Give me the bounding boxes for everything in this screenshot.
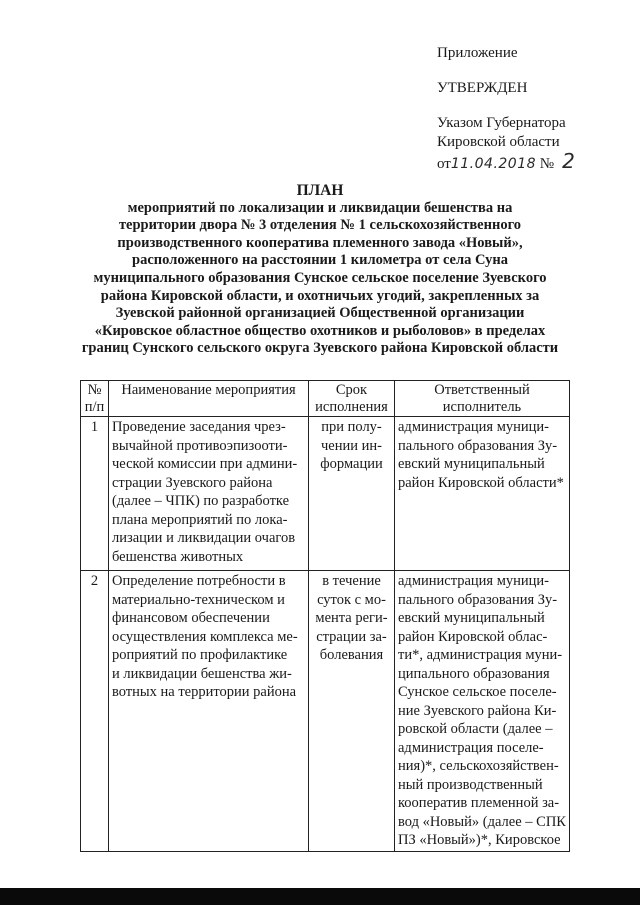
approval-block <box>437 44 575 174</box>
title-line: границ Сунского сельского округа Зуевского района Кировской области <box>81 340 559 357</box>
appendix-label: Приложение <box>437 45 518 61</box>
table-header-row <box>81 381 570 417</box>
title-line: мероприятий по локализации и ликвидации бешенства на <box>127 199 513 216</box>
measure-term: в течение суток с мо- мента реги- страции за- болевания <box>309 571 395 852</box>
row-number: 2 <box>81 571 109 852</box>
measure-name: Проведение заседания чрез- вычайной противоэпизооти- ческой комиссии при админи- страции Зуевского района (далее – ЧПК) по разработке плана мероприятий по лока- лизации и ликвидации очагов бешенства животных <box>109 417 309 571</box>
measure-responsible: администрация муници- пального образования Зу- евский муниципальный район Кировской облас- ти*, администрация муни- ципального образования Сунское сельское поселе- ние Зуевского района Ки- ровской области (далее – администрация поселе- ния)*, сельскохозяйствен- ный производственный кооператив племенной за- вод «Новый» (далее – СПК ПЗ «Новый»)*, Кировское <box>395 571 570 852</box>
decree-line-2: Кировской области <box>437 134 560 150</box>
handwritten-number: 2 <box>562 149 576 173</box>
header-name: Наименование мероприятия <box>109 381 309 417</box>
title-line: района Кировской области, и охотничьих угодий, закрепленных за <box>100 287 540 304</box>
date-prefix: от <box>437 156 451 172</box>
measure-responsible: администрация муници- пального образования Зу- евский муниципальный район Кировской области* <box>395 417 570 571</box>
decree-date-line <box>437 149 576 174</box>
title-line: муниципального образования Сунское сельское поселение Зуевского <box>93 269 547 286</box>
title-line: «Кировское областное общество охотников и рыболовов» в пределах <box>94 322 546 339</box>
number-sign: № <box>539 156 555 172</box>
row-number: 1 <box>81 417 109 571</box>
measure-term: при полу- чении ин- формации <box>309 417 395 571</box>
header-responsible: Ответственный исполнитель <box>395 381 570 417</box>
title-line: расположенного на расстоянии 1 километра от села Суна <box>132 252 508 269</box>
title-line: производственного кооператива племенного завода «Новый», <box>117 234 523 251</box>
measures-table <box>80 380 570 852</box>
plan-heading: ПЛАН <box>296 182 344 199</box>
table-row <box>81 571 570 852</box>
header-num: № п/п <box>81 381 109 417</box>
approved-label: УТВЕРЖДЕН <box>437 80 528 96</box>
title-line: Зуевской районной организацией Общественной организации <box>115 305 525 322</box>
title-line: территории двора № 3 отделения № 1 сельскохозяйственного <box>118 217 522 234</box>
scan-edge-bar <box>0 888 640 905</box>
handwritten-date: 11.04.2018 <box>450 156 537 172</box>
document-title <box>0 182 640 358</box>
table-row <box>81 417 570 571</box>
decree-line-1: Указом Губернатора <box>437 115 566 131</box>
measure-name: Определение потребности в материально-техническом и финансовом обеспечении осуществления комплекса ме- роприятий по профилактике и ликвидации бешенства жи- вотных на территории района <box>109 571 309 852</box>
header-term: Срок исполнения <box>309 381 395 417</box>
